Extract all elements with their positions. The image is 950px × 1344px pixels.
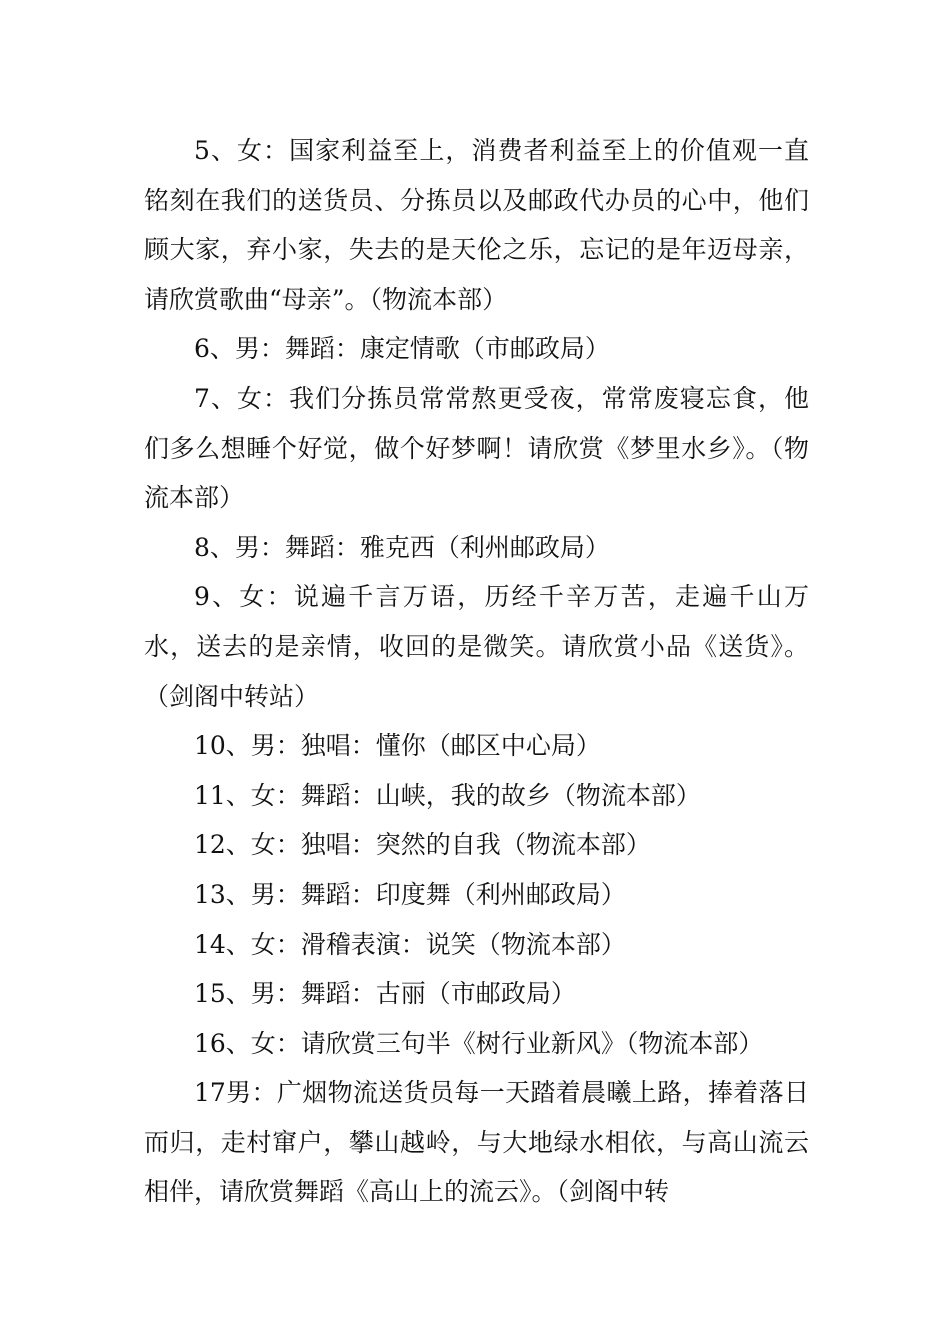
paragraph-7: 7、女：我们分拣员常常熬更受夜，常常废寝忘食，他们多么想睡个好觉，做个好梦啊！请欣赏《梦里水乡》。（物流本部） (144, 383, 809, 513)
paragraph-11: 11、女：舞蹈：山峡，我的故乡（物流本部） (194, 780, 701, 810)
paragraph-15: 15、男：舞蹈：古丽（市邮政局） (194, 979, 576, 1009)
paragraph-12: 12、女：独唱：突然的自我（物流本部） (194, 830, 651, 860)
paragraph-10: 10、男：独唱：懂你（邮区中心局） (194, 731, 601, 761)
paragraph-17: 17男：广烟物流送货员每一天踏着晨曦上路，捧着落日而归，走村窜户，攀山越岭，与大地绿水相依，与高山流云相伴，请欣赏舞蹈《高山上的流云》。（剑阁中转 (144, 1078, 809, 1207)
paragraph-8: 8、男：舞蹈：雅克西（利州邮政局） (194, 532, 610, 562)
paragraph-14: 14、女：滑稽表演：说笑（物流本部） (194, 929, 626, 959)
paragraph-9: 9、女：说遍千言万语，历经千辛万苦，走遍千山万水，送去的是亲情，收回的是微笑。请欣赏小品《送货》。（剑阁中转站） (144, 582, 809, 711)
paragraph-16: 16、女：请欣赏三句半《树行业新风》（物流本部） (194, 1028, 764, 1058)
paragraph-6: 6、男：舞蹈：康定情歌（市邮政局） (194, 334, 610, 364)
paragraph-13: 13、男：舞蹈：印度舞（利州邮政局） (194, 879, 626, 909)
paragraph-5: 5、女：国家利益至上，消费者利益至上的价值观一直铭刻在我们的送货员、分拣员以及邮政代办员的心中，他们顾大家，弃小家，失去的是天伦之乐，忘记的是年迈母亲，请欣赏歌曲“母亲”。（物流本部） (144, 136, 809, 314)
document-body (144, 126, 809, 1217)
